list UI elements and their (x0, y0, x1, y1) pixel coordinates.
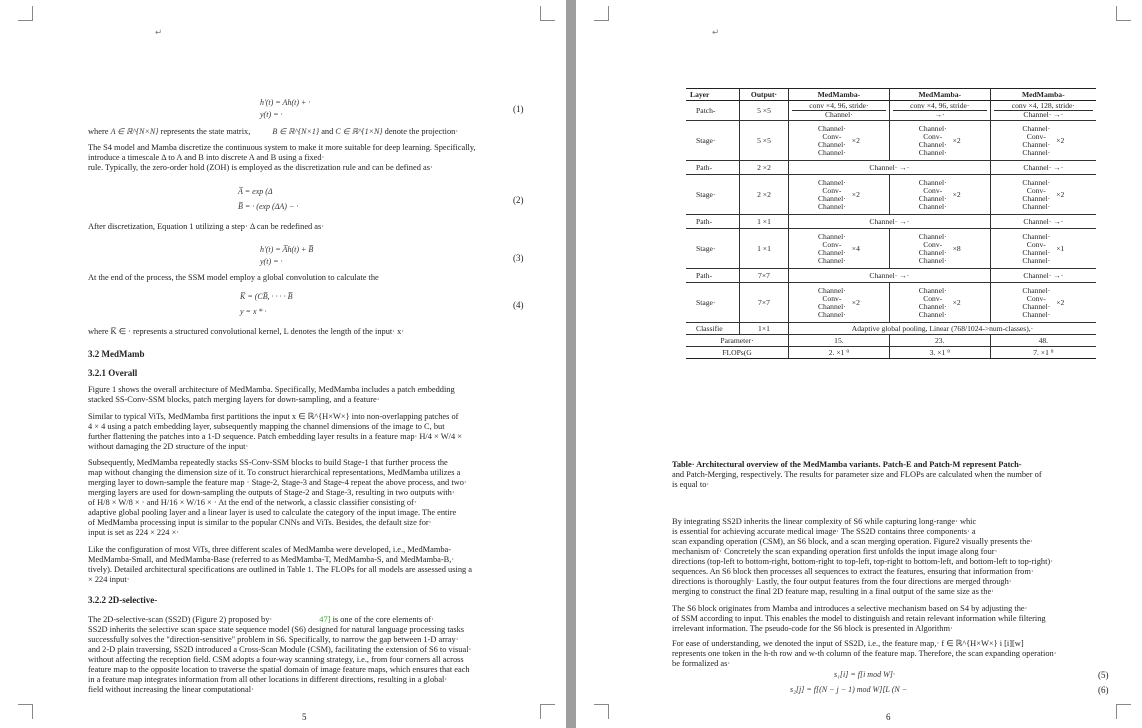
architecture-table (686, 88, 1096, 359)
text-line (88, 615, 434, 624)
table-cell-layer: Stage· (686, 121, 740, 161)
crop-mark (594, 6, 609, 21)
table-header: MedMamba- (789, 89, 890, 101)
block-content (994, 125, 1093, 157)
table-cell-patch (990, 101, 1096, 121)
patch-line: →· (934, 110, 945, 119)
patch-lines (893, 102, 987, 119)
block-line: Channel· (1022, 285, 1051, 295)
block-line: Channel· (1022, 123, 1051, 133)
block-line: Channel· (918, 201, 947, 211)
block-line: Conv- (822, 185, 842, 195)
block-line: Conv- (1026, 185, 1046, 195)
text-line: Figure 1 shows the overall architecture of MedMamba. Specifically, MedMamba includes a patch embedding (88, 385, 455, 394)
crop-mark (18, 704, 33, 719)
left-page (0, 0, 566, 728)
table-row (686, 215, 1096, 229)
eq4-line2: y = x * · (240, 307, 267, 316)
table-cell-block (889, 175, 990, 215)
block-line: Channel· (918, 309, 947, 319)
table-cell-block (789, 229, 890, 269)
table-header: MedMamba- (889, 89, 990, 101)
table-cell-value: 7. ×1 ⁹ (990, 347, 1096, 359)
text-line: map without changing the dimension size of it. To construct hierarchical representations, MedMamba utilizes a (88, 468, 461, 477)
block-content (994, 233, 1093, 265)
table-row (686, 229, 1096, 269)
table-header: MedMamba- (990, 89, 1096, 101)
where-word: where (88, 127, 109, 136)
block-line: Channel· (817, 147, 846, 157)
block-line: Channel· (918, 255, 947, 265)
table-cell-merge: Channel· →· (789, 215, 991, 229)
block-multiplier: ×2 (851, 297, 860, 307)
block-line: Channel· (817, 139, 846, 149)
table-cell-merge: Channel· →· (789, 269, 991, 283)
block-lines (919, 233, 947, 265)
block-content (792, 179, 886, 211)
section-heading-3-2: 3.2 MedMamb (88, 349, 145, 359)
block-line: Channel· (817, 247, 846, 257)
table-row (686, 347, 1096, 359)
text-line: × 224 input· (88, 575, 130, 584)
eq1-line1: h′(t) = Ah(t) + · (260, 98, 311, 107)
block-line: Channel· (817, 301, 846, 311)
table-header-row (686, 89, 1096, 101)
block-multiplier: ×2 (1056, 135, 1065, 145)
block-line: Conv- (1026, 293, 1046, 303)
block-line: Channel· (817, 231, 846, 241)
crop-mark (1116, 704, 1131, 719)
block-lines (1022, 287, 1050, 319)
table-cell-value: 2. ×1 ⁹ (789, 347, 890, 359)
table-row (686, 161, 1096, 175)
eq2-line2: B̅ = · (exp (ΔA) − · (238, 202, 299, 211)
table-cell-value: 23. (889, 335, 990, 347)
table-cell-merge: Channel· →· (990, 215, 1096, 229)
text-line: of SSM according to input. This enables the model to distinguish and retain relevant information while filtering (672, 614, 1046, 623)
block-line: Channel· (1022, 147, 1051, 157)
text-line: be formalized as· (672, 659, 731, 668)
block-lines (1022, 179, 1050, 211)
block-line: Conv- (1026, 131, 1046, 141)
text-line: merging layers are used for down-sampling the outputs of Stage-2 and Stage-3, resulting in two outputs with· (88, 488, 455, 497)
text-line: Similar to typical ViTs, MedMamba first partitions the input x ∈ ℝ^{H×W×} into non-overlapping patches of (88, 412, 459, 421)
text-line: SS2D inherits the selective scan space state sequence model (S6) designed for natural language processing tasks (88, 625, 465, 634)
crop-mark (594, 704, 609, 719)
eq4-line1: K̅ = (CB̅, · · · · B̅ (240, 292, 293, 301)
section-heading-3-2-2: 3.2.2 2D-selective- (88, 595, 158, 605)
block-lines (919, 287, 947, 319)
text-segment: The 2D-selective-scan (SS2D) (Figure 2) proposed by· (88, 615, 273, 624)
block-line: Conv- (822, 239, 842, 249)
table-cell-layer: Patch- (686, 101, 740, 121)
table-cell-output: 5 ×5 (740, 121, 789, 161)
table-row (686, 323, 1096, 335)
block-content (893, 233, 987, 265)
block-multiplier: ×2 (952, 135, 961, 145)
text-line: feature map to the opposite location to traverse the spatial domain of image feature maps, which ensures that each (88, 665, 470, 674)
where-line (88, 127, 458, 136)
block-line: Channel· (1022, 301, 1051, 311)
text-line: directions is thoroughly· Lastly, the four output features from the four directions are merged through· (672, 577, 1012, 586)
text-line: is equal to· (672, 480, 710, 489)
patch-line: conv ×4, 96, stride· (792, 102, 886, 111)
eq3-line1: h′(t) = A̅h(t) + B̅ (260, 245, 314, 254)
block-line: Channel· (1022, 177, 1051, 187)
text-line: irrelevant information. The pseudo-code for the S6 block is presented in Algorithm· (672, 624, 953, 633)
text-line: further flattening the patches into a 1-D sequence. Patch embedding layer results in a feature map· H/4 × W/4 × (88, 432, 462, 441)
text-line: Like the configuration of most ViTs, three different scales of MedMamba were developed, i.e., MedMamba- (88, 545, 452, 554)
eq5-number: (5) (1098, 670, 1109, 680)
table-cell-layer: Path- (686, 215, 740, 229)
text-line: of H/8 × W/8 × · and H/16 × W/16 × · At the end of the network, a classic classifier consisting of· (88, 498, 417, 507)
table-header: Layer (686, 89, 740, 101)
table-cell-layer: Stage· (686, 283, 740, 323)
text-line: mechanism of· Concretely the scan expanding operation first unfolds the input image along four· (672, 547, 998, 556)
block-line: Channel· (1022, 255, 1051, 265)
table-cell-block (889, 229, 990, 269)
block-multiplier: ×8 (952, 243, 961, 253)
text-line: without damaging the 2D structure of the input· (88, 442, 249, 451)
table-cell-block (990, 229, 1096, 269)
patch-line: Channel· (824, 110, 853, 119)
block-lines (919, 125, 947, 157)
eq1-number: (1) (513, 104, 524, 114)
table-cell-block (990, 121, 1096, 161)
patch-line: conv ×4, 128, stride· (994, 102, 1093, 111)
block-multiplier: ×2 (952, 189, 961, 199)
block-lines (818, 287, 846, 319)
block-line: Channel· (817, 201, 846, 211)
table-cell-layer: Classifie (686, 323, 740, 335)
block-multiplier: ×2 (851, 135, 860, 145)
block-lines (818, 179, 846, 211)
block-line: Channel· (1022, 231, 1051, 241)
matrix-a: A ∈ ℝ^{N×N} (110, 127, 159, 136)
text-line: merging to construct the final 2D feature map, resulting in a final output of the same size as the· (672, 587, 994, 596)
text-line: without affecting the reception field. CSM adopts a four-way scanning strategy, i.e., from four corners all across (88, 655, 464, 664)
text-line: sequences. An S6 block then processes all sequences to extract the features, ensuring that information from· (672, 567, 1034, 576)
block-line: Channel· (918, 123, 947, 133)
text-line: 4 × 4 using a patch embedding layer, subsequently mapping the channel dimensions of the image to C, but (88, 422, 445, 431)
table-cell-output: 1 ×1 (740, 229, 789, 269)
block-multiplier: ×4 (851, 243, 860, 253)
block-multiplier: ×2 (851, 189, 860, 199)
table-cell-output: 1×1 (740, 323, 789, 335)
text-line: tively). Detailed architectural specifications are outlined in Table 1. The FLOPs for all models are assessed using a (88, 565, 473, 574)
eq5: s₁[i] = f[i mod W]· (834, 670, 895, 679)
table-cell-layer: Path- (686, 269, 740, 283)
table-cell-value: 3. ×1 ⁹ (889, 347, 990, 359)
crop-mark (1116, 6, 1131, 21)
block-multiplier: ×2 (952, 297, 961, 307)
block-line: Channel· (817, 255, 846, 265)
right-page (576, 0, 1142, 728)
block-lines (1022, 233, 1050, 265)
text-line: represents one token in the h-th row and w-th column of the feature map. Therefore, the scan expanding operation· (672, 649, 1057, 658)
table-cell-value: 15. (789, 335, 890, 347)
block-lines (818, 125, 846, 157)
section-heading-3-2-1: 3.2.1 Overall (88, 368, 138, 378)
paragraph-after-discretization: After discretization, Equation 1 utilizing a step· Δ can be redefined as· (88, 222, 325, 231)
block-line: Conv- (923, 185, 943, 195)
block-content (792, 287, 886, 319)
table-cell-block (789, 283, 890, 323)
table-cell-block (889, 121, 990, 161)
table-cell-classifier: Adaptive global pooling, Linear (768/1024->num-classes),· (789, 323, 1097, 335)
text-line: Table· Architectural overview of the MedMamba variants. Patch-E and Patch-M represent Patch- (672, 460, 1022, 469)
text-line: input is set as 224 × 224 ×· (88, 528, 180, 537)
block-line: Channel· (918, 301, 947, 311)
table-cell-block (889, 283, 990, 323)
text-line: directions (top-left to bottom-right, bottom-right to top-left, top-right to bottom-left, and bottom-left to top-right)· (672, 557, 1053, 566)
block-line: Conv- (1026, 239, 1046, 249)
table-cell-output: 5 ×5 (740, 101, 789, 121)
table-cell-output: 2 ×2 (740, 175, 789, 215)
table-cell-block (789, 175, 890, 215)
block-line: Channel· (817, 193, 846, 203)
text-line: MedMamba-Small, and MedMamba-Base (referred to as MedMamba-T, MedMamba-S, and MedMamba-B,· (88, 555, 455, 564)
table-row (686, 269, 1096, 283)
text-line: By integrating SS2D inherits the linear complexity of S6 while capturing long-range· whic (672, 517, 977, 526)
block-line: Conv- (923, 239, 943, 249)
block-lines (919, 179, 947, 211)
block-multiplier: ×2 (1056, 297, 1065, 307)
eq3-line2: y(t) = · (260, 257, 283, 266)
table-header: Output· (740, 89, 789, 101)
eq6-number: (6) (1098, 685, 1109, 695)
text-line: and Patch-Merging, respectively. The results for parameter size and FLOPs are calculated when the number of (672, 470, 1042, 479)
block-line: Channel· (1022, 309, 1051, 319)
text-line: stacked SS-Conv-SSM blocks, patch merging layers for down-sampling, and a feature· (88, 395, 380, 404)
table-cell-output: 1 ×1 (740, 215, 789, 229)
matrix-c: C ∈ ℝ^{1×N} (335, 127, 383, 136)
text-line: and 2-D plain traversing, SS2D introduced a Cross-Scan Module (CSM), facilitating the extension of S6 to visual· (88, 645, 472, 654)
table-cell-value: 48. (990, 335, 1096, 347)
block-line: Channel· (918, 139, 947, 149)
block-line: Channel· (918, 193, 947, 203)
where-text-1: represents the state matrix, (160, 127, 251, 136)
block-content (893, 125, 987, 157)
eq1-line2: y(t) = · (260, 110, 283, 119)
text-line: introduce a timescale Δ to A and B into discrete A and B using a fixed· (88, 153, 325, 162)
block-line: Channel· (1022, 139, 1051, 149)
block-line: Channel· (817, 309, 846, 319)
patch-line: conv ×4, 96, stride· (893, 102, 987, 111)
eq2-number: (2) (513, 195, 524, 205)
text-line: merging layer to down-sample the feature map · Stage-2, Stage-3 and Stage-4 repeat the above process, and two· (88, 478, 467, 487)
block-line: Channel· (1022, 201, 1051, 211)
block-line: Channel· (918, 177, 947, 187)
text-line: rule. Typically, the zero-order hold (ZOH) is employed as the discretization rule and can be defined as· (88, 163, 433, 172)
table-row (686, 121, 1096, 161)
table-cell-layer: Stage· (686, 175, 740, 215)
text-line: The S6 block originates from Mamba and introduces a selective mechanism based on S4 by adjusting the· (672, 604, 1028, 613)
table-row (686, 335, 1096, 347)
text-line: The S4 model and Mamba discretize the continuous system to make it more suitable for deep learning. Specifically, (88, 143, 476, 152)
table-cell-block (990, 175, 1096, 215)
block-content (994, 287, 1093, 319)
table-cell-block (789, 121, 890, 161)
paragraph-marker: ↵ (712, 28, 720, 37)
table-row (686, 175, 1096, 215)
block-line: Channel· (1022, 247, 1051, 257)
table-cell-output: 2 ×2 (740, 161, 789, 175)
text-line: For ease of understanding, we denoted the input of SS2D, i.e., the feature map,· f ∈ ℝ^{H×W×} i [i][w] (672, 639, 1024, 648)
block-line: Channel· (817, 177, 846, 187)
block-line: Channel· (918, 147, 947, 157)
table-cell-merge: Channel· →· (789, 161, 991, 175)
eq3-number: (3) (513, 253, 524, 263)
paragraph-global-conv: At the end of the process, the SSM model employ a global convolution to calculate the (88, 273, 379, 282)
block-multiplier: ×2 (1056, 189, 1065, 199)
patch-line: Channel· →· (1023, 110, 1064, 119)
block-line: Conv- (923, 293, 943, 303)
paragraph-marker: ↵ (155, 28, 163, 37)
table-cell-patch (889, 101, 990, 121)
table-cell-output: 7×7 (740, 269, 789, 283)
block-line: Channel· (1022, 193, 1051, 203)
matrix-b: B ∈ ℝ^{N×1} (272, 127, 320, 136)
eq2-line1: A̅ = exp (Δ (238, 187, 273, 196)
eq4-number: (4) (513, 300, 524, 310)
text-line: successfully solves the "direction-sensitive" problem in S6. Specifically, to narrow the gap between 1-D array· (88, 635, 459, 644)
table-cell-label: Parameter· (686, 335, 789, 347)
block-content (994, 179, 1093, 211)
block-lines (1022, 125, 1050, 157)
where-kernel-line: where K̅ ∈ · represents a structured convolutional kernel, L denotes the length of the input· x· (88, 327, 405, 336)
text-line: Subsequently, MedMamba repeatedly stacks SS-Conv-SSM blocks to build Stage-1 that further process the (88, 458, 448, 467)
block-content (792, 125, 886, 157)
block-line: Channel· (918, 285, 947, 295)
block-content (893, 287, 987, 319)
block-line: Conv- (822, 293, 842, 303)
table-row (686, 283, 1096, 323)
table-row (686, 101, 1096, 121)
block-content (893, 179, 987, 211)
crop-mark (540, 6, 555, 21)
block-line: Channel· (918, 247, 947, 257)
table-cell-layer: Stage· (686, 229, 740, 269)
table-cell-label: FLOPs(G (686, 347, 789, 359)
page-number: 5 (302, 712, 307, 722)
block-line: Channel· (817, 285, 846, 295)
block-lines (818, 233, 846, 265)
block-multiplier: ×1 (1056, 243, 1065, 253)
table-cell-output: 7×7 (740, 283, 789, 323)
where-text-2: denote the projection· (384, 127, 459, 136)
text-line: scan expanding operation (CSM), an S6 block, and a scan merging operation. Figure2 visually presents the· (672, 537, 1033, 546)
patch-lines (792, 102, 886, 119)
crop-mark (540, 704, 555, 719)
block-line: Conv- (923, 131, 943, 141)
page-number: 6 (886, 712, 891, 722)
block-line: Channel· (918, 231, 947, 241)
patch-lines (994, 102, 1093, 119)
text-line: of MedMamba processing input is similar to the popular CNNs and ViTs. Besides, the default size for· (88, 518, 432, 527)
text-line: adaptive global pooling layer and a linear layer is used to calculate the category of the input image. The entire (88, 508, 457, 517)
table-cell-merge: Channel· →· (990, 269, 1096, 283)
crop-mark (18, 6, 33, 21)
text-line: field without increasing the linear computational· (88, 685, 254, 694)
citation-link[interactable]: 47] (319, 615, 331, 624)
text-segment: is one of the core elements of· (332, 615, 434, 624)
block-content (792, 233, 886, 265)
table-cell-merge: Channel· →· (990, 161, 1096, 175)
block-line: Conv- (822, 131, 842, 141)
eq6: s₂[j] = f[(N − j − 1) mod W][L (N − (790, 685, 908, 694)
table-cell-layer: Path- (686, 161, 740, 175)
block-line: Channel· (817, 123, 846, 133)
text-line: in a feature map integrates information from all other locations in different directions, resulting in a global· (88, 675, 448, 684)
text-line: is essential for achieving accurate medical image· The SS2D contains three components· a (672, 527, 976, 536)
and-word: and (321, 127, 334, 136)
table-cell-patch (789, 101, 890, 121)
table-cell-block (990, 283, 1096, 323)
